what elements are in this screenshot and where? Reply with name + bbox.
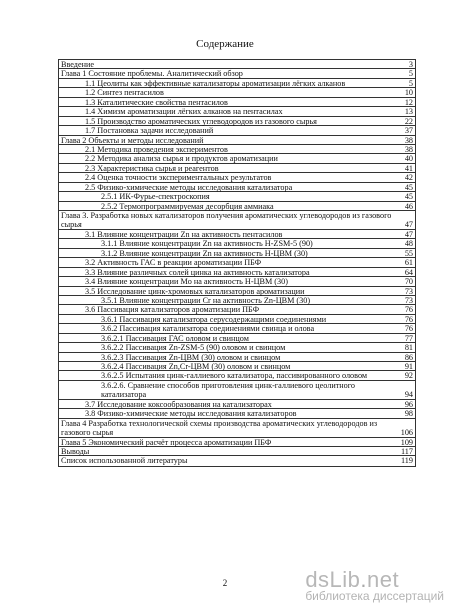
toc-entry <box>59 88 415 97</box>
toc-entry-title: Список использованной литературы <box>61 456 188 466</box>
toc-entry-page: 22 <box>404 116 413 126</box>
toc-entry-title: 2.3 Характеристика сырья и реагентов <box>85 163 219 173</box>
toc-entry-page: 70 <box>404 277 413 287</box>
toc-entry-title: Глава 4 Разработка технологической схемы производства ароматических углеводородов из газового сырья <box>61 418 378 438</box>
toc-entry <box>59 192 415 201</box>
toc-entry-title: 1.5 Производство ароматических углеводородов из газового сырья <box>85 116 317 126</box>
toc-entry <box>59 362 415 371</box>
toc-entry <box>59 447 415 456</box>
toc-entry <box>59 287 415 296</box>
toc-entry-title: 2.1 Методика проведения экспериментов <box>85 144 228 154</box>
toc-entry-page: 96 <box>404 399 413 409</box>
toc-entry <box>59 438 415 447</box>
toc-entry-page: 45 <box>404 192 413 202</box>
toc-entry-title: 3.8 Физико-химические методы исследования катализаторов <box>85 409 297 419</box>
toc-entry-page: 94 <box>404 390 413 400</box>
toc-entry-page: 117 <box>401 446 413 456</box>
toc-entry <box>59 400 415 409</box>
toc-entry <box>59 117 415 126</box>
toc-entry <box>59 164 415 173</box>
toc-entry <box>59 315 415 324</box>
toc-entry-title: 3.6 Пассивация катализаторов ароматизации ПБФ <box>85 305 260 315</box>
toc-entry-title: 3.6.2.5 Испытания цинк-галлиевого катализатора, пассивированного оловом <box>101 371 368 381</box>
toc-entry-page: 86 <box>404 352 413 362</box>
toc-entry-page: 76 <box>404 324 413 334</box>
toc-entry <box>59 296 415 305</box>
toc-entry <box>59 381 415 400</box>
toc-entry-page: 47 <box>404 229 413 239</box>
toc-entry-page: 38 <box>404 144 413 154</box>
toc-entry-title: 3.5 Исследование цинк-хромовых катализаторов ароматизации <box>85 286 305 296</box>
toc-entry-title: 3.7 Исследование коксообразования на катализаторах <box>85 399 272 409</box>
toc-entry-title: 1.3 Каталитические свойства пентасилов <box>85 97 228 107</box>
toc-entry-page: 92 <box>404 371 413 381</box>
toc-entry <box>59 334 415 343</box>
toc-entry-title: 3.4 Влияние концентрации Mo на активность H-ЦВМ (30) <box>85 277 288 287</box>
toc-entry <box>59 239 415 248</box>
toc-entry-title: Глава 5 Экономический расчёт процесса ароматизации ПБФ <box>61 437 272 447</box>
toc-entry-title: 3.5.1 Влияние концентрации Cr на активность Zn-ЦВМ (30) <box>101 295 311 305</box>
toc-entry-title: 1.1 Цеолиты как эффективные катализаторы ароматизации лёгких алканов <box>85 78 346 88</box>
toc-entry-title: 3.6.2.1 Пассивация ГАС оловом и свинцом <box>101 333 249 343</box>
toc-entry-page: 48 <box>404 239 413 249</box>
page-number: 2 <box>222 578 228 588</box>
toc-entry <box>59 305 415 314</box>
toc-entry-title: 3.3 Влияние различных солей цинка на активность катализатора <box>85 267 310 277</box>
toc-entry <box>59 277 415 286</box>
toc-entry-page: 76 <box>404 314 413 324</box>
toc-entry-title: 3.1 Влияние концентрации Zn на активность пентасилов <box>85 229 283 239</box>
toc-entry <box>59 343 415 352</box>
toc-entry-page: 46 <box>404 201 413 211</box>
toc-entry-page: 37 <box>404 126 413 136</box>
toc-entry <box>59 154 415 163</box>
toc-entry-title: 2.5.1 ИК-Фурье-спектроскопия <box>101 192 210 202</box>
toc-entry-title: 2.4 Оценка точности экспериментальных результатов <box>85 173 272 183</box>
toc-entry <box>59 69 415 78</box>
toc-entry <box>59 230 415 239</box>
toc-entry-title: Глава 2 Объекты и методы исследований <box>61 135 204 145</box>
toc-entry-title: Введение <box>61 60 95 69</box>
toc-entry <box>59 136 415 145</box>
toc-entry-page: 38 <box>404 135 413 145</box>
toc-entry-page: 10 <box>404 88 413 98</box>
toc-entry-page: 106 <box>400 428 413 438</box>
toc-entry <box>59 98 415 107</box>
toc-entry <box>59 353 415 362</box>
toc-entry-title: 2.5 Физико-химические методы исследования катализатора <box>85 182 293 192</box>
toc-entry-title: 3.6.2.4 Пассивация Zn,Cr-ЦВМ (30) оловом и свинцом <box>101 362 291 372</box>
toc-entry-page: 12 <box>404 97 413 107</box>
toc-entry-page: 45 <box>404 182 413 192</box>
toc-entry-page: 91 <box>404 362 413 372</box>
toc-entry-title: 1.4 Химизм ароматизации лёгких алканов на пентасилах <box>85 107 283 117</box>
toc-entry <box>59 202 415 211</box>
toc-entry <box>59 79 415 88</box>
toc-entry-title: Выводы <box>61 446 90 456</box>
toc-entry <box>59 60 415 69</box>
toc-entry-page: 40 <box>404 154 413 164</box>
toc-entry <box>59 371 415 380</box>
toc-entry-page: 73 <box>404 286 413 296</box>
toc-entry-title: 2.5.2 Термопрограммируемая десорбция аммиака <box>101 201 274 211</box>
toc-entry <box>59 409 415 418</box>
toc-entry-page: 5 <box>408 78 413 88</box>
toc-entry-page: 47 <box>404 220 413 230</box>
toc-entry <box>59 456 415 465</box>
toc-entry-page: 41 <box>404 163 413 173</box>
toc-entry <box>59 145 415 154</box>
watermark-subtitle: библиотека диссертаций <box>305 589 444 603</box>
toc-entry-page: 42 <box>404 173 413 183</box>
toc-entry-page: 76 <box>404 305 413 315</box>
toc-entry-page: 5 <box>408 69 413 79</box>
toc-entry-title: 1.2 Синтез пентасилов <box>85 88 164 98</box>
toc-entry-title: 3.6.2.2 Пассивация Zn-ZSM-5 (90) оловом и свинцом <box>101 343 286 353</box>
toc-entry-title: 3.1.1 Влияние концентрации Zn на активность H-ZSM-5 (90) <box>101 239 313 249</box>
toc-entry-title: 3.6.2.6. Сравнение способов приготовления цинк-галлиевого цеолитного катализатора <box>101 380 356 400</box>
toc-entry <box>59 268 415 277</box>
watermark-brand: dsLib.net <box>305 567 400 592</box>
toc-entry <box>59 211 415 230</box>
toc-entry-title: 3.6.1 Пассивация катализатора серусодержащими соединениями <box>101 314 327 324</box>
toc-entry <box>59 258 415 267</box>
toc-entry-title: 1.7 Постановка задачи исследований <box>85 126 214 136</box>
toc-entry <box>59 419 415 438</box>
toc-entry <box>59 324 415 333</box>
toc-entry-title: 3.6.2.3 Пассивация Zn-ЦВМ (30) оловом и свинцом <box>101 352 281 362</box>
toc-entry-title: Глава 1 Состояние проблемы. Аналитический обзор <box>61 69 243 79</box>
page-title: Содержание <box>196 38 254 50</box>
table-of-contents <box>58 59 416 467</box>
toc-entry-page: 109 <box>400 437 413 447</box>
toc-entry-page: 77 <box>404 333 413 343</box>
toc-entry-page: 98 <box>404 409 413 419</box>
toc-entry-title: 3.2 Активность ГАС в реакции ароматизации ПБФ <box>85 258 262 268</box>
toc-entry-page: 81 <box>404 343 413 353</box>
toc-entry <box>59 183 415 192</box>
toc-entry-title: Глава 3. Разработка новых катализаторов получения ароматических углеводородов из газового сырья <box>61 211 392 230</box>
toc-entry-title: 2.2 Методика анализа сырья и продуктов ароматизации <box>85 154 278 164</box>
toc-entry-page: 73 <box>404 295 413 305</box>
toc-entry <box>59 173 415 182</box>
toc-entry-title: 3.6.2 Пассивация катализатора соединениями свинца и олова <box>101 324 315 334</box>
toc-entry-page: 64 <box>404 267 413 277</box>
toc-entry-page: 55 <box>404 248 413 258</box>
toc-entry-title: 3.1.2 Влияние концентрации Zn на активность H-ЦВМ (30) <box>101 248 308 258</box>
watermark <box>305 567 444 603</box>
toc-entry-page: 61 <box>404 258 413 268</box>
toc-entry-page: 13 <box>404 107 413 117</box>
toc-entry <box>59 107 415 116</box>
toc-entry-page: 119 <box>401 456 413 466</box>
toc-entry <box>59 249 415 258</box>
toc-entry-page: 3 <box>408 60 413 69</box>
toc-entry <box>59 126 415 135</box>
